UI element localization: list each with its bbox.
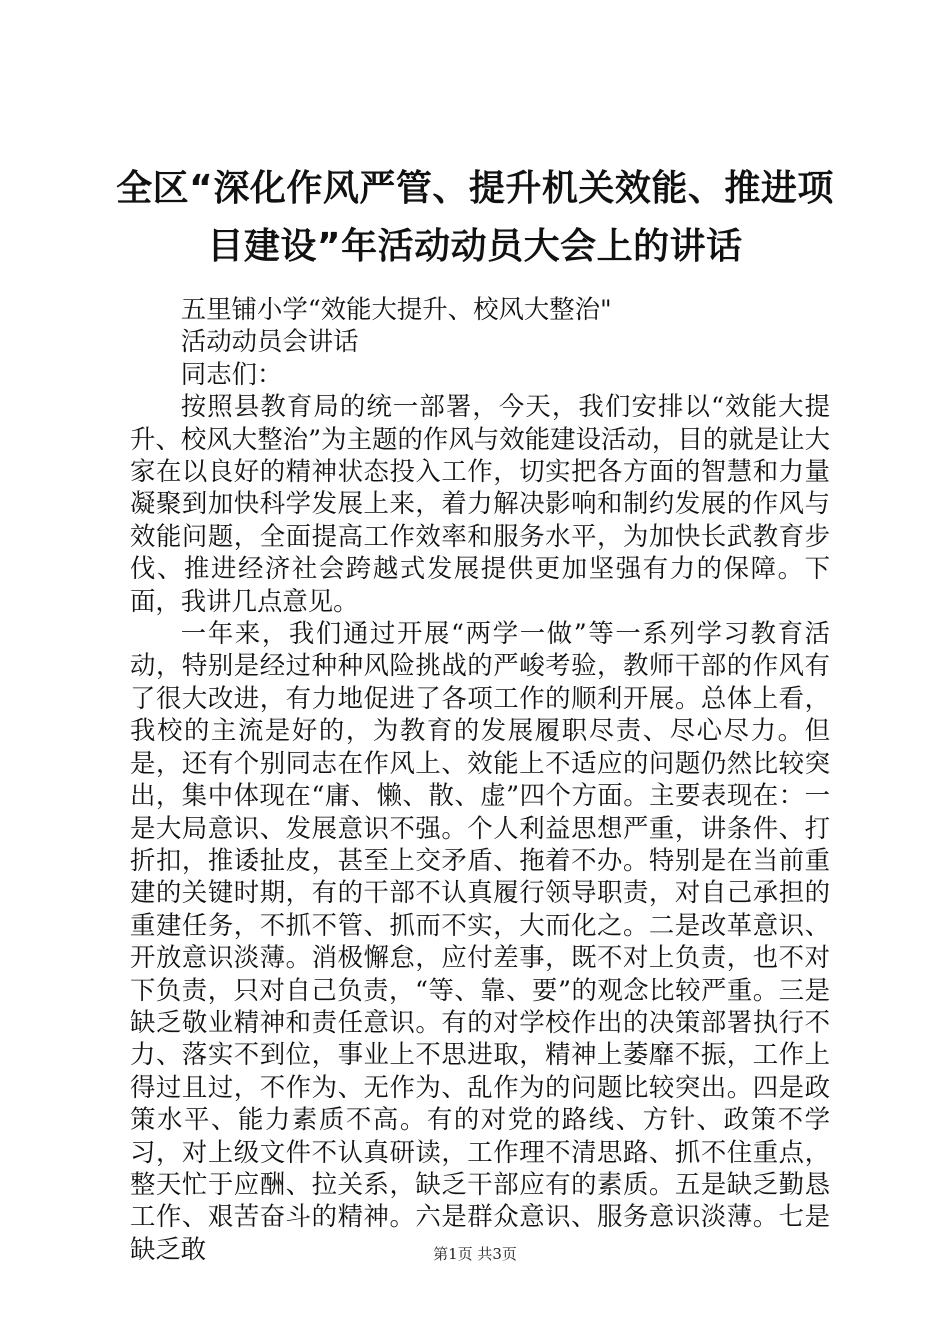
subtitle-line-2: 活动动员会讲话 [180,326,359,357]
paragraph-1: 按照县教育局的统一部署，今天，我们安排以“效能大提升、校风大整治”为主题的作风与效能建设活动，目的就是让大家在以良好的精神状态投入工作，切实把各方面的智慧和力量凝聚到加快科学发展上来，着力解决影响和制约发展的作风与效能问题，全面提高工作效率和服务水平，为加快长武教育步伐、推进经济社会跨越式发展提供更加坚强有力的保障。下面，我讲几点意见。 [130,391,830,616]
page-footer [0,1244,950,1264]
paragraph-2: 一年来，我们通过开展“两学一做”等一系列学习教育活动，特别是经过种种风险挑战的严峻考验，教师干部的作风有了很大改进，有力地促进了各项工作的顺利开展。总体上看，我校的主流是好的，为教育的发展履职尽责、尽心尽力。但是，还有个别同志在作风上、效能上不适应的问题仍然比较突出，集中体现在“庸、懒、散、虚”四个方面。主要表现在：一是大局意识、发展意识不强。个人利益思想严重，讲条件、打折扣，推诿扯皮，甚至上交矛盾、拖着不办。特别是在当前重建的关键时期，有的干部不认真履行领导职责，对自己承担的重建任务，不抓不管、抓而不实，大而化之。二是改革意识、开放意识淡薄。消极懈怠，应付差事，既不对上负责，也不对下负责，只对自己负责，“等、靠、要”的观念比较严重。三是缺乏敬业精神和责任意识。有的对学校作出的决策部署执行不力、落实不到位，事业上不思进取，精神上萎靡不振，工作上得过且过，不作为、无作为、乱作为的问题比较突出。四是政策水平、能力素质不高。有的对党的路线、方针、政策不学习，对上级文件不认真研读，工作理不清思路、抓不住重点，整天忙于应酬、拉关系，缺乏干部应有的素质。五是缺乏勤恳工作、艰苦奋斗的精神。六是群众意识、服务意识淡薄。七是缺乏敢 [130,618,830,1264]
page-number: 第1页 共3页 [433,1245,517,1263]
title-line-2: 目建设”年活动动员大会上的讲话 [207,226,743,267]
document-body [130,293,830,1265]
title-line-1: 全区“深化作风严管、提升机关效能、推进项 [116,168,834,209]
document-title [110,160,840,276]
salutation: 同志们： [180,358,283,389]
subtitle-line-1: 五里铺小学“效能大提升、校风大整治" [180,294,612,324]
